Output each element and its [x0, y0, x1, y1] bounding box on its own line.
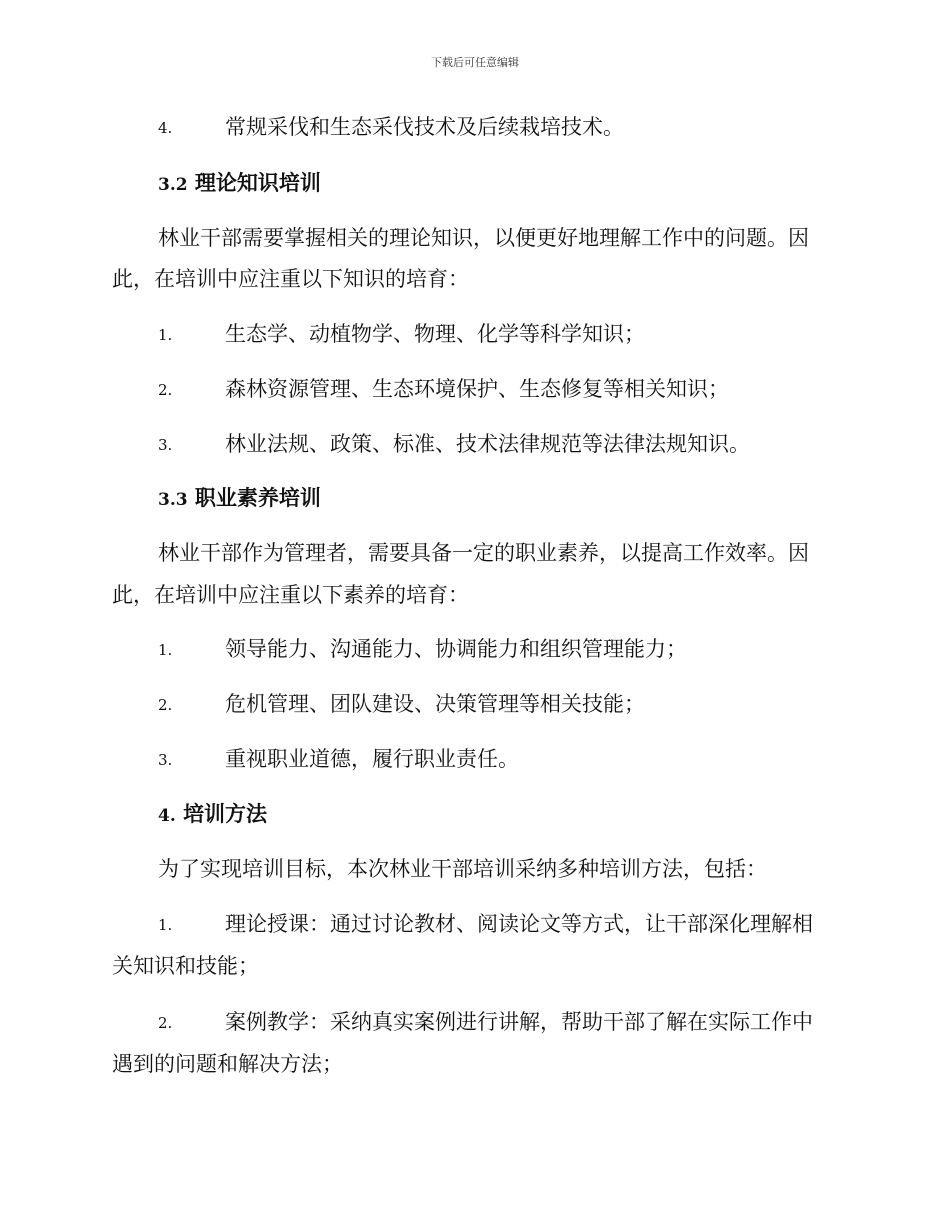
paragraph-line: 林业干部需要掌握相关的理论知识，以便更好地理解工作中的问题。因 — [158, 226, 809, 250]
section-heading-text: 培训方法 — [183, 801, 268, 826]
list-item-text: 生态学、动植物学、物理、化学等科学知识； — [225, 322, 645, 346]
list-number: 3. — [158, 436, 173, 454]
list-number: 2. — [158, 381, 173, 399]
section-heading — [158, 800, 267, 830]
list-number: 1. — [158, 916, 173, 934]
list-number: 2. — [158, 696, 173, 714]
list-number: 4. — [158, 119, 173, 137]
list-number: 1. — [158, 326, 173, 344]
list-item-text: 重视职业道德，履行职业责任。 — [225, 747, 519, 771]
list-number: 3. — [158, 751, 173, 769]
list-item-text: 关知识和技能； — [112, 954, 259, 978]
paragraph-line: 此，在培训中应注重以下素养的培育： — [112, 583, 469, 607]
list-item-text: 领导能力、沟通能力、协调能力和组织管理能力； — [225, 637, 687, 661]
section-heading-number: 4. — [158, 806, 176, 826]
list-item-text: 林业法规、政策、标准、技术法律规范等法律法规知识。 — [225, 432, 750, 456]
section-heading-number: 3.2 — [158, 175, 188, 195]
section-heading-number: 3.3 — [158, 490, 188, 510]
list-number: 1. — [158, 641, 173, 659]
section-heading-text: 职业素养培训 — [194, 485, 321, 510]
list-item-text: 案例教学：采纳真实案例进行讲解，帮助干部了解在实际工作中 — [225, 1010, 813, 1034]
list-item-text: 理论授课：通过讨论教材、阅读论文等方式，让干部深化理解相 — [225, 912, 813, 936]
section-heading — [158, 484, 321, 514]
list-item-text: 危机管理、团队建设、决策管理等相关技能； — [225, 692, 645, 716]
list-item-text: 常规采伐和生态采伐技术及后续栽培技术。 — [225, 115, 624, 139]
list-item-text: 森林资源管理、生态环境保护、生态修复等相关知识； — [225, 377, 729, 401]
list-item-text: 遇到的问题和解决方法； — [112, 1052, 343, 1076]
paragraph-line: 林业干部作为管理者，需要具备一定的职业素养，以提高工作效率。因 — [158, 541, 809, 565]
list-number: 2. — [158, 1014, 173, 1032]
paragraph-line: 为了实现培训目标，本次林业干部培训采纳多种培训方法，包括： — [158, 857, 767, 881]
page-header: 下载后可任意编辑 — [431, 56, 519, 69]
section-heading-text: 理论知识培训 — [194, 170, 321, 195]
section-heading — [158, 169, 321, 199]
paragraph-line: 此，在培训中应注重以下知识的培育： — [112, 267, 469, 291]
